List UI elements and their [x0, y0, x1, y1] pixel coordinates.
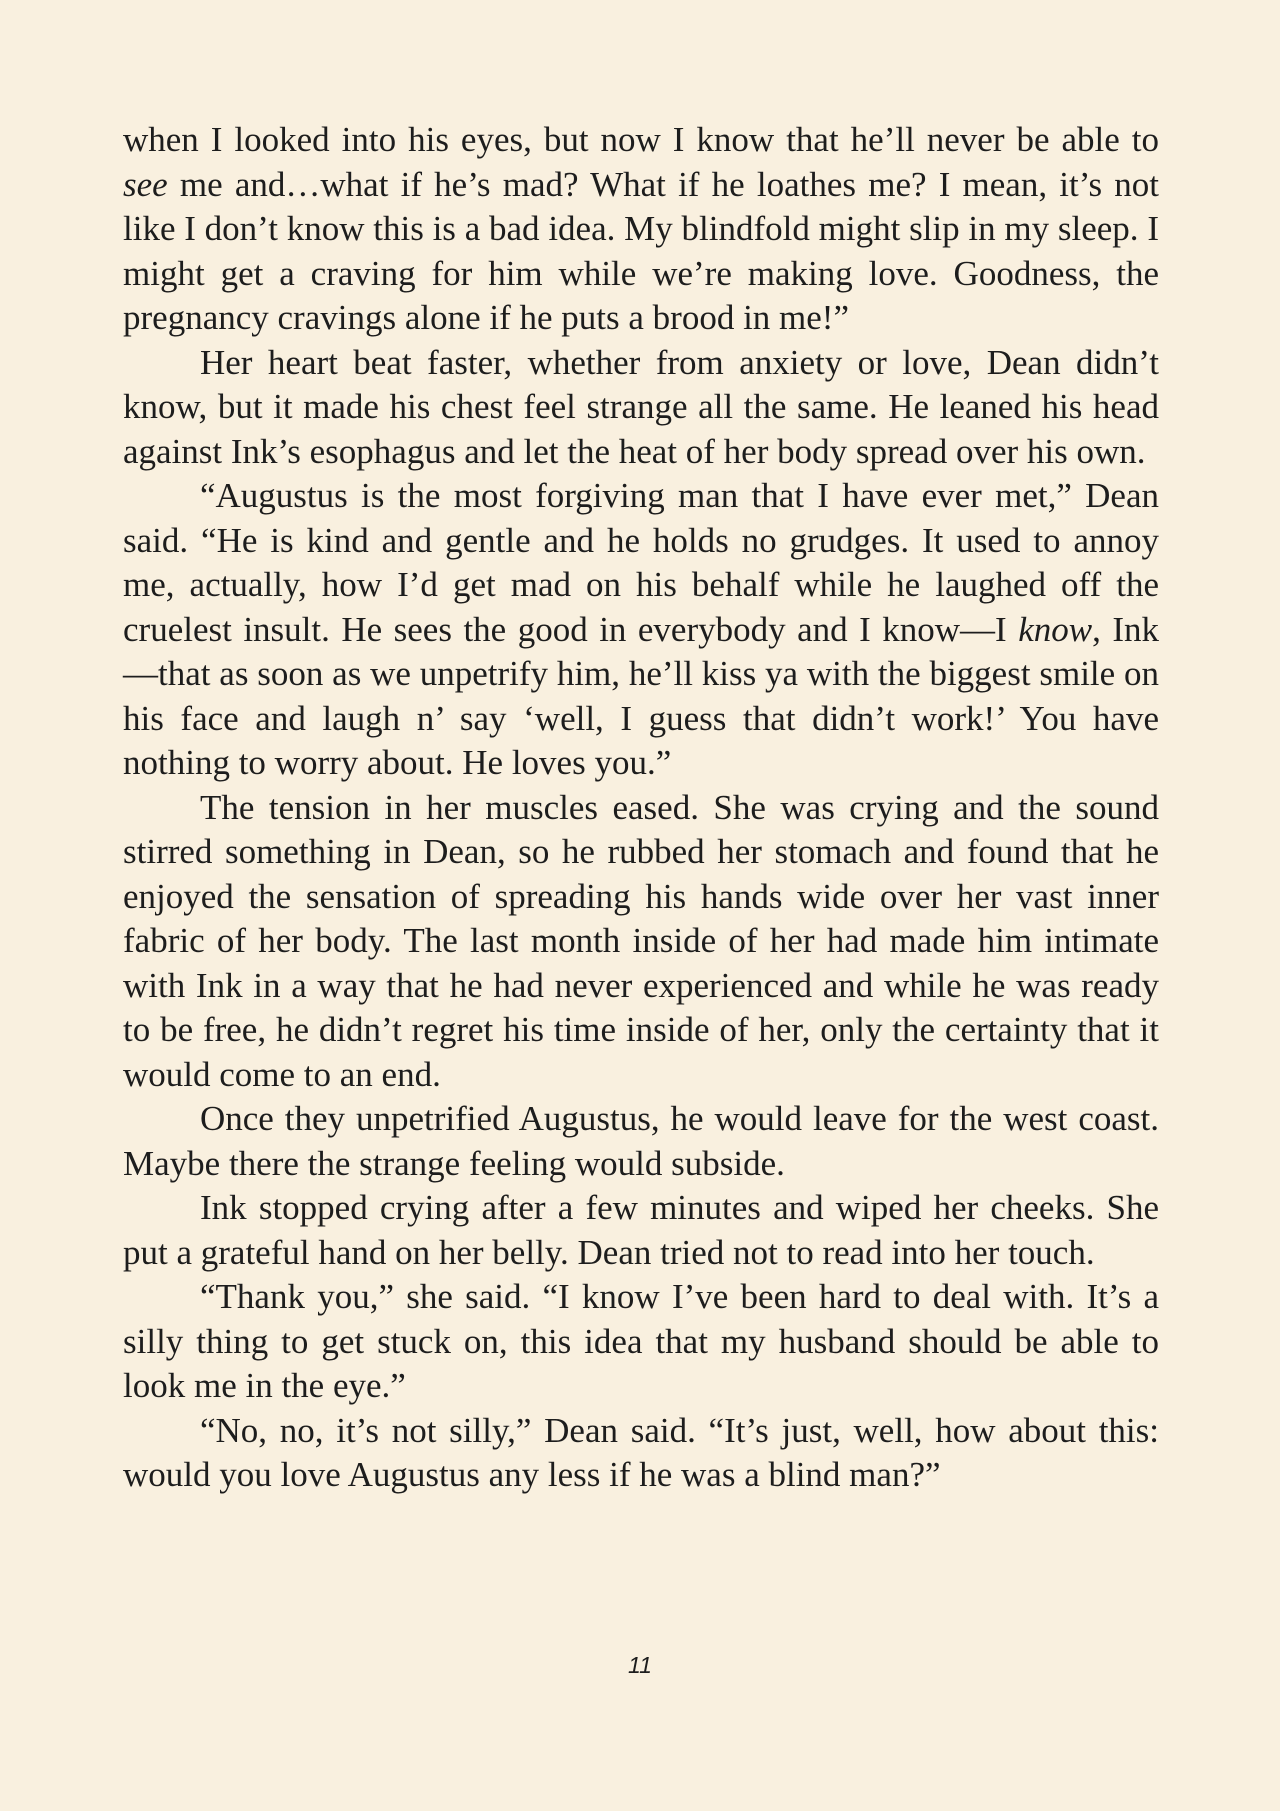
page-body [123, 118, 1159, 1498]
paragraph [123, 341, 1159, 475]
italic-text-run: see [123, 164, 168, 204]
paragraph [123, 118, 1159, 341]
text-run: Once they unpetrified Augustus, he would leave for the west coast. Maybe there the strange feeling would subside. [123, 1099, 1159, 1183]
text-run: “No, no, it’s not silly,” Dean said. “It’s just, well, how about this: would you love Augustus any less if he was a blind man?” [123, 1410, 1159, 1494]
text-run: “Thank you,” she said. “I know I’ve been hard to deal with. It’s a silly thing to get stuck on, this idea that my husband should be able to look me in the eye.” [123, 1277, 1159, 1405]
page-number: 11 [628, 1652, 652, 1678]
paragraph [123, 1097, 1159, 1186]
text-run: The tension in her muscles eased. She was crying and the sound stirred something in Dean, so he rubbed her stomach and found that he enjoyed the sensation of spreading his hands wide over her vast inner fabric of her body. The last month inside of her had made him intimate with Ink in a way that he had never experienced and while he was ready to be free, he didn’t regret his time inside of her, only the certainty that it would come to an end. [123, 787, 1159, 1094]
paragraph [123, 474, 1159, 786]
text-run: when I looked into his eyes, but now I know that he’ll never be able to [123, 120, 1159, 159]
paragraph [123, 1275, 1159, 1409]
text-run: “Augustus is the most forgiving man that I have ever met,” Dean said. “He is kind and gentle and he holds no grudges. It used to annoy me, actually, how I’d get mad on his behalf while he laughed off the cruelest insult. He sees the good in everybody and I know—I [123, 476, 1159, 649]
paragraph [123, 1409, 1159, 1498]
paragraph [123, 1186, 1159, 1275]
text-run: , Ink—that as soon as we unpetrify him, he’ll kiss ya with the biggest smile on his face and laugh n’ say ‘well, I guess that didn’t work!’ You have nothing to worry about. He loves you.” [123, 609, 1160, 782]
italic-text-run: know [1018, 609, 1093, 649]
text-run: me and…what if he’s mad? What if he loathes me? I mean, it’s not like I don’t know this is a bad idea. My blindfold might slip in my sleep. I might get a craving for him while we’re making love. Goodness, the pregnancy cravings alone if he puts a brood in me!” [123, 164, 1159, 337]
text-run: Her heart beat faster, whether from anxiety or love, Dean didn’t know, but it made his chest feel strange all the same. He leaned his head against Ink’s esophagus and let the heat of her body spread over his own. [123, 342, 1159, 471]
paragraph [123, 786, 1159, 1098]
text-run: Ink stopped crying after a few minutes and wiped her cheeks. She put a grateful hand on her belly. Dean tried not to read into her touch. [123, 1188, 1159, 1272]
